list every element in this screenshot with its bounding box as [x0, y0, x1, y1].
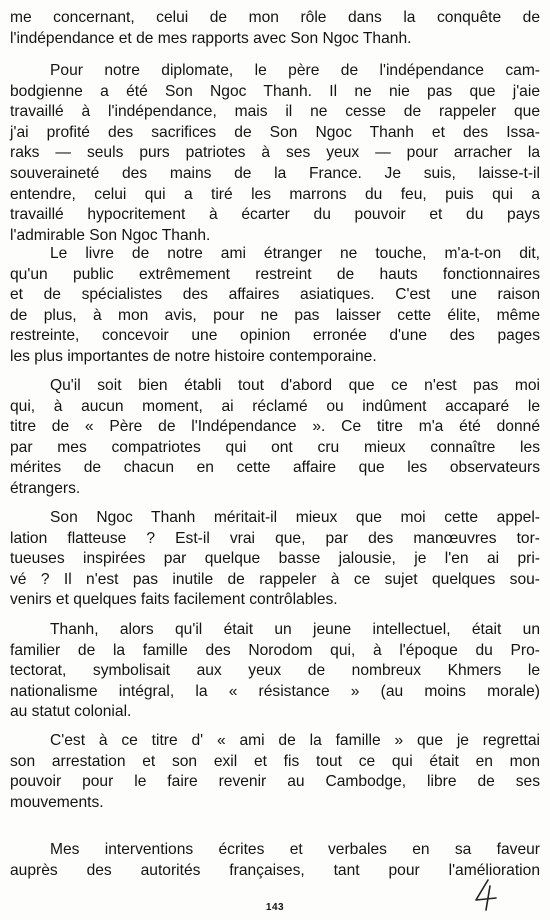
text-line: raks — seuls purs patriotes à ses yeux — pour arracher la [10, 144, 540, 162]
text-line: me concernant, celui de mon rôle dans la conquête de [10, 9, 540, 26]
text-line: mérites de chacun en cette affaire que les observateurs [10, 459, 540, 477]
paragraph-5 [10, 508, 540, 611]
text-line: Thanh, alors qu'il était un jeune intellectuel, était un [50, 621, 540, 638]
text-line: par mes compatriotes qui ont cru mieux connaître les [10, 438, 540, 456]
text-line: titre de « Père de l'Indépendance ». Ce titre m'a été donné [10, 418, 540, 436]
paragraph-8 [10, 840, 540, 881]
paragraph-2 [10, 61, 540, 246]
text-line: les plus importantes de notre histoire contemporaine. [10, 347, 377, 365]
text-line: souveraineté des mains de la France. Je suis, laisse-t-il [10, 164, 540, 182]
text-line: lation flatteuse ? Est-il vrai que, par des manœuvres tor- [10, 529, 540, 547]
text-line: au statut colonial. [10, 703, 132, 721]
text-line: et de spécialistes des affaires asiatiques. C'est une raison [10, 286, 540, 304]
paragraph-7 [10, 731, 540, 813]
text-line: restreinte, concevoir une opinion erronée d'une des pages [10, 327, 540, 345]
text-line: l'indépendance et de mes rapports avec Son Ngoc Thanh. [10, 29, 412, 47]
text-line: Pour notre diplomate, le père de l'indépendance cam- [50, 62, 540, 79]
text-line: bodgienne a été Son Ngoc Thanh. Il ne nie pas que j'aie [10, 82, 540, 100]
text-line: tectorat, symbolisait aux yeux de nombreux Khmers le [10, 662, 540, 680]
text-line: étrangers. [10, 479, 81, 497]
text-line: auprès des autorités françaises, tant pour l'amélioration [10, 861, 540, 879]
text-line: nationalisme intégral, la « résistance » (au moins morale) [10, 682, 540, 700]
text-line: j'ai profité des sacrifices de Son Ngoc Thanh et des Issa- [10, 123, 540, 141]
paragraph-6 [10, 620, 540, 723]
text-line: travaillé hypocritement à écarter du pouvoir et du pays [10, 206, 540, 224]
text-line: qu'un public extrêmement restreint de hauts fonctionnaires [10, 265, 540, 283]
text-line: de plus, à mon avis, pour ne pas laisser cette élite, même [10, 306, 540, 324]
text-line: Le livre de notre ami étranger ne touche, m'a-t-on dit, [50, 245, 540, 262]
text-line: entendre, celui qui a tiré les marrons du feu, puis qui a [10, 185, 540, 203]
text-line: qui, à aucun moment, ai réclamé ou indûment accaparé le [10, 397, 540, 415]
text-line: familier de la famille des Norodom qui, à l'époque du Pro- [10, 641, 540, 659]
handwritten-mark [470, 878, 502, 912]
text-line: Qu'il soit bien établi tout d'abord que ce n'est pas moi [50, 377, 540, 394]
text-line: mouvements. [10, 793, 104, 811]
text-line: Mes interventions écrites et verbales en sa faveur [50, 841, 540, 858]
text-line: tueuses inspirées par quelque basse jalousie, je l'en ai pri- [10, 550, 540, 568]
text-line: pouvoir pour le faire revenir au Cambodge, libre de ses [10, 773, 540, 791]
paragraph-3 [10, 244, 540, 368]
text-line: C'est à ce titre d' « ami de la famille » que je regrettai [50, 732, 540, 749]
text-line: vé ? Il n'est pas inutile de rappeler à ce sujet quelques sou- [10, 570, 540, 588]
text-line: l'admirable Son Ngoc Thanh. [10, 226, 211, 244]
page-number: 143 [265, 902, 285, 913]
paragraph-4 [10, 376, 540, 500]
paragraph-1 [10, 8, 540, 49]
text-line: venirs et quelques faits facilement contrôlables. [10, 591, 338, 609]
text-line: travaillé à l'indépendance, mais il ne cesse de rappeler que [10, 103, 540, 121]
text-line: son arrestation et son exil et fis tout ce qui était en mon [10, 752, 540, 770]
text-line: Son Ngoc Thanh méritait-il mieux que moi cette appel- [50, 509, 540, 526]
